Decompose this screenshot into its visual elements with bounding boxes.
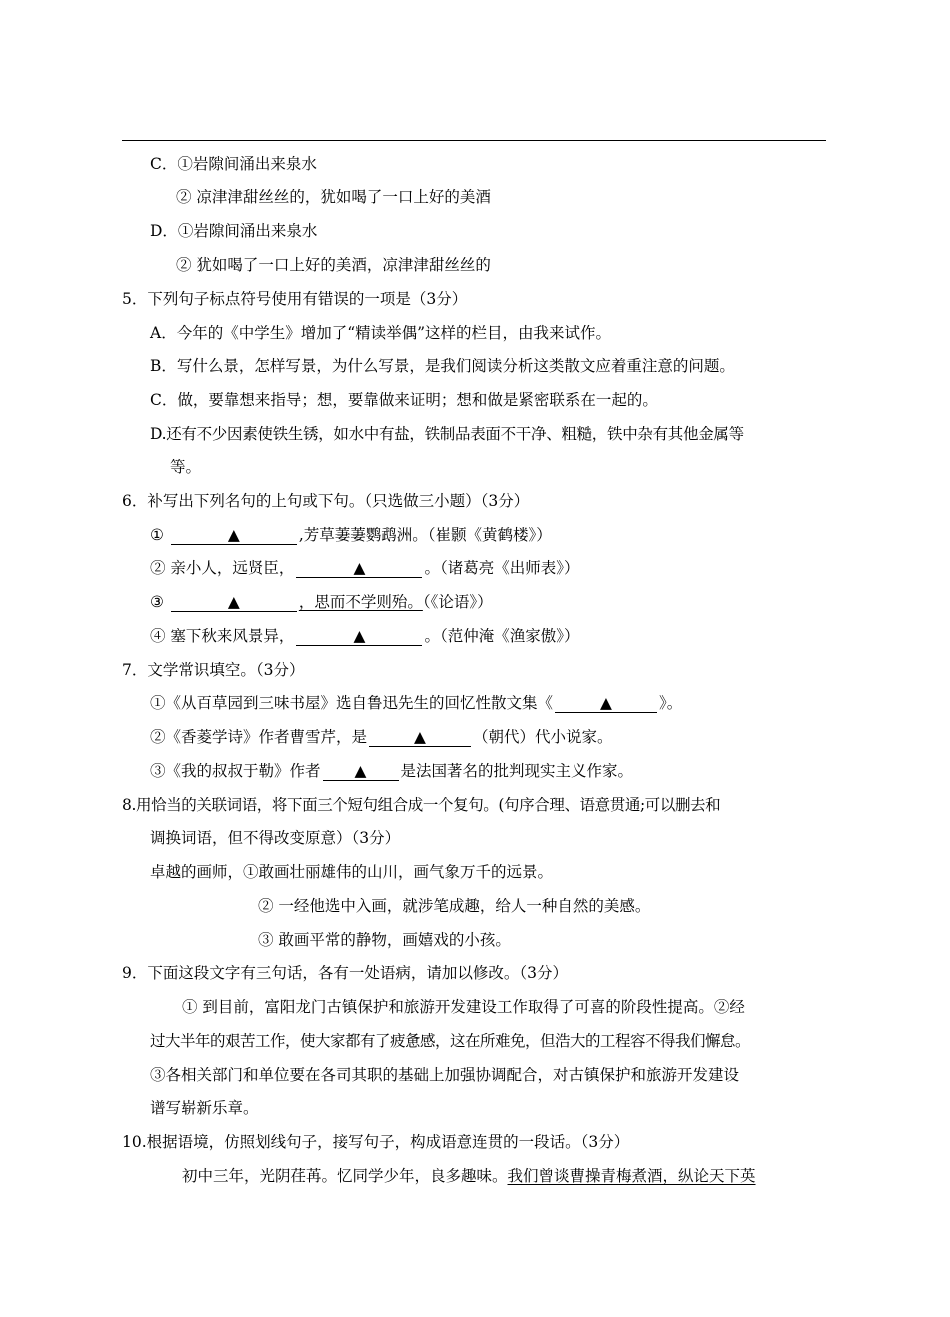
q4-option-c-line2: ② 凉津津甜丝丝的，犹如喝了一口上好的美酒: [176, 188, 491, 206]
triangle-marker-icon: ▲: [354, 762, 367, 780]
q6-item-1-number: ①: [150, 526, 164, 544]
q6-item-2-source: 。（诸葛亮《出师表》）: [424, 559, 580, 577]
q7-item-2-tail: （朝代）代小说家。: [473, 728, 613, 746]
q6-item-3: [150, 592, 493, 612]
q7-item-1: [150, 693, 682, 713]
q8-sentence-2: ② 一经他选中入画，就涉笔成趣，给人一种自然的美感。: [258, 897, 651, 915]
triangle-marker-icon: ▲: [227, 593, 240, 611]
q7-item-2-text: ②《香菱学诗》作者曹雪芹，是: [150, 728, 368, 746]
q9-paragraph-line2: 过大半年的艰苦工作，使大家都有了疲惫感，这在所难免，但浩大的工程容不得我们懈怠。: [150, 1032, 751, 1050]
q6-item-4-blank[interactable]: [296, 627, 422, 646]
q4-option-c-line1: C．①岩隙间涌出来泉水: [150, 155, 317, 173]
q7-item-3: [150, 761, 633, 781]
q7-item-1-text: ①《从百草园到三味书屋》选自鲁迅先生的回忆性散文集《: [150, 694, 554, 712]
q7-item-2: [150, 727, 613, 747]
q6-item-3-text: ，思而不学则殆。: [298, 593, 423, 611]
q8-stem-line1: 8.用恰当的关联词语，将下面三个短句组合成一个复句。(句序合理、语意贯通;可以删去和: [122, 796, 721, 814]
q9-paragraph-line4: 谱写崭新乐章。: [150, 1099, 259, 1117]
triangle-marker-icon: ▲: [227, 526, 240, 544]
q10-stem: 10.根据语境，仿照划线句子，接写句子，构成语意连贯的一段话。（3分）: [122, 1133, 630, 1151]
triangle-marker-icon: ▲: [600, 694, 612, 712]
q8-sentence-3: ③ 敢画平常的静物，画嬉戏的小孩。: [258, 931, 511, 949]
q5-option-a: A．今年的《中学生》增加了“精读举偶”这样的栏目，由我来试作。: [150, 324, 612, 342]
header-rule: [122, 140, 826, 141]
q7-stem: 7．文学常识填空。（3分）: [122, 661, 305, 679]
q6-item-1-text: ,芳草萋萋鹦鹉洲。（崔颢《黄鹤楼》）: [298, 526, 552, 544]
q6-item-3-source: （《论语》）: [422, 593, 493, 611]
q10-paragraph-text: 初中三年，光阴荏苒。忆同学少年，良多趣味。: [182, 1167, 508, 1185]
q4-option-d-line2: ② 犹如喝了一口上好的美酒，凉津津甜丝丝的: [176, 256, 491, 274]
triangle-marker-icon: ▲: [353, 627, 366, 645]
q9-stem: 9．下面这段文字有三句话，各有一处语病，请加以修改。（3分）: [122, 964, 568, 982]
q6-item-1: [150, 525, 552, 545]
q4-option-d-line1: D．①岩隙间涌出来泉水: [150, 222, 318, 240]
q8-sentence-1: 卓越的画师，①敢画壮丽雄伟的山川，画气象万千的远景。: [150, 863, 554, 881]
q7-item-3-text: ③《我的叔叔于勒》作者: [150, 762, 321, 780]
q9-paragraph-line1: ① 到目前，富阳龙门古镇保护和旅游开发建设工作取得了可喜的阶段性提高。②经: [182, 998, 745, 1016]
q6-item-2-blank[interactable]: [296, 559, 422, 578]
q7-item-1-tail: 》。: [659, 694, 683, 712]
q6-item-4-source: 。（范仲淹《渔家傲》）: [424, 627, 580, 645]
q5-option-d-line1: D.还有不少因素使铁生锈，如水中有盐，铁制品表面不干净、粗糙，铁中杂有其他金属等: [150, 425, 744, 443]
q6-item-3-number: ③: [150, 593, 164, 611]
q6-stem: 6．补写出下列名句的上句或下句。（只选做三小题）（3分）: [122, 492, 530, 510]
triangle-marker-icon: ▲: [414, 728, 426, 746]
q5-option-d-line2: 等。: [170, 458, 202, 476]
q10-paragraph-line1: [182, 1166, 756, 1186]
q10-underlined-sentence: 我们曾谈曹操青梅煮酒，纵论天下英: [507, 1167, 756, 1185]
q7-item-2-blank[interactable]: [369, 728, 471, 747]
q7-item-3-tail: 是法国著名的批判现实主义作家。: [400, 762, 634, 780]
q7-item-1-blank[interactable]: [555, 694, 657, 713]
q6-item-2: [150, 558, 579, 578]
q6-item-4-text: ④ 塞下秋来风景异，: [150, 627, 295, 645]
q9-paragraph-line3: ③各相关部门和单位要在各司其职的基础上加强协调配合，对古镇保护和旅游开发建设: [150, 1066, 740, 1084]
q7-item-3-blank[interactable]: [323, 762, 399, 781]
q6-item-4: [150, 626, 579, 646]
q5-stem: 5．下列句子标点符号使用有错误的一项是（3分）: [122, 290, 468, 308]
q8-stem-line2: 调换词语，但不得改变原意）（3分）: [150, 829, 401, 847]
q6-item-3-blank[interactable]: [171, 593, 297, 612]
triangle-marker-icon: ▲: [353, 559, 366, 577]
q6-item-1-blank[interactable]: [171, 526, 297, 545]
q5-option-b: B．写什么景，怎样写景，为什么写景，是我们阅读分析这类散文应着重注意的问题。: [150, 357, 735, 375]
q5-option-c: C．做，要靠想来指导；想，要靠做来证明；想和做是紧密联系在一起的。: [150, 391, 658, 409]
q6-item-2-text: ② 亲小人，远贤臣，: [150, 559, 295, 577]
